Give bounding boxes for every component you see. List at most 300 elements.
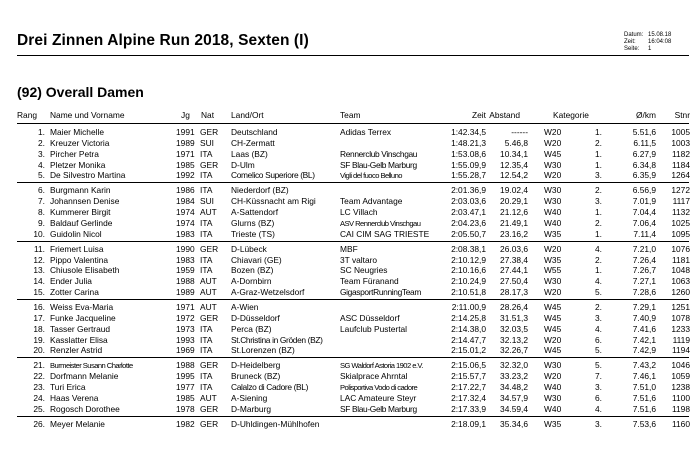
- cell-krank: 1.: [595, 207, 602, 218]
- cell-team: Team Advantage: [340, 196, 403, 207]
- cell-jg: 1988: [176, 360, 195, 371]
- cell-stnr: 1260: [671, 287, 690, 298]
- cell-stnr: 1184: [671, 159, 690, 170]
- table-row: [0, 138, 696, 149]
- section-title: (92) Overall Damen: [17, 84, 144, 100]
- cell-km: 7.42,9: [632, 345, 656, 356]
- cell-zeit: 2:03.03,6: [451, 196, 486, 207]
- cell-name: Burgmann Karin: [50, 185, 111, 196]
- cell-rank: 16.: [33, 302, 45, 313]
- cell-rank: 21.: [33, 360, 45, 371]
- cell-jg: 1973: [176, 323, 195, 334]
- cell-rank: 17.: [33, 312, 45, 323]
- cell-zeit: 2:08.38,1: [451, 243, 486, 254]
- cell-land: St.Christina in Gröden (BZ): [231, 334, 323, 345]
- cell-rank: 20.: [33, 345, 45, 356]
- cell-abstand: 31.51,3: [500, 312, 528, 323]
- cell-stnr: 1063: [671, 276, 690, 287]
- cell-abstand: 23.16,2: [500, 228, 528, 239]
- cell-nat: AUT: [200, 207, 217, 218]
- cell-rank: 7.: [38, 196, 45, 207]
- cell-km: 7.41,6: [632, 323, 656, 334]
- cell-krank: 2.: [595, 185, 602, 196]
- cell-name: Kasslatter Elisa: [50, 334, 108, 345]
- cell-land: Deutschland: [231, 127, 278, 137]
- meta-time-value: 16:04:08: [648, 38, 672, 45]
- meta-time-label: Zeit:: [624, 38, 636, 45]
- table-row: [0, 287, 696, 298]
- cell-name: Weiss Eva-Maria: [50, 302, 114, 313]
- print-metadata: [624, 32, 690, 52]
- cell-stnr: 1238: [671, 382, 690, 393]
- col-rang: Rang: [17, 110, 38, 120]
- cell-krank: 1.: [595, 159, 602, 170]
- cell-krank: 4.: [595, 323, 602, 334]
- cell-abstand: 34.48,2: [500, 382, 528, 393]
- cell-stnr: 1198: [671, 403, 690, 414]
- document-title: Drei Zinnen Alpine Run 2018, Sexten (I): [17, 32, 309, 49]
- cell-km: 7.04,4: [632, 207, 656, 218]
- cell-jg: 1983: [176, 228, 195, 239]
- cell-name: Burmeister Susann Charlotte: [50, 361, 133, 371]
- cell-krank: 1.: [595, 148, 602, 159]
- cell-stnr: 1181: [671, 254, 690, 265]
- col-abstand: Abstand: [489, 110, 520, 120]
- cell-land: A-Dornbirn: [231, 276, 272, 287]
- cell-team: Vigli del fuoco Belluno: [340, 171, 402, 181]
- cell-krank: 3.: [595, 196, 602, 207]
- table-row: [0, 207, 696, 218]
- cell-rank: 23.: [33, 382, 45, 393]
- col-land: Land/Ort: [231, 110, 264, 120]
- column-header-row: [0, 110, 696, 121]
- cell-land: A-Sattendorf: [231, 207, 279, 218]
- cell-team: SF Blau-Gelb Marburg: [340, 403, 417, 414]
- cell-kat: W40: [544, 217, 562, 228]
- cell-nat: GER: [200, 243, 219, 254]
- cell-km: 7.53,6: [632, 418, 656, 429]
- cell-land: Chiavari (GE): [231, 254, 282, 265]
- cell-land: Perca (BZ): [231, 323, 272, 334]
- cell-abstand: 12.54,2: [500, 170, 528, 181]
- cell-nat: SUI: [200, 137, 214, 148]
- table-row: [0, 302, 696, 313]
- cell-stnr: 1076: [671, 243, 690, 254]
- cell-km: 7.42,1: [632, 334, 656, 345]
- cell-land: D-Lübeck: [231, 243, 267, 254]
- cell-kat: W45: [544, 148, 562, 159]
- cell-jg: 1991: [176, 127, 195, 137]
- cell-kat: W30: [544, 185, 562, 196]
- cell-stnr: 1048: [671, 265, 690, 276]
- cell-kat: W35: [544, 418, 562, 429]
- table-row: [0, 360, 696, 371]
- cell-nat: AUT: [200, 302, 217, 313]
- cell-name: Haas Verena: [50, 392, 99, 403]
- col-name: Name und Vorname: [50, 110, 125, 120]
- cell-name: Pircher Petra: [50, 148, 99, 159]
- cell-jg: 1984: [176, 196, 195, 207]
- cell-kat: W30: [544, 159, 562, 170]
- table-row: [0, 276, 696, 287]
- cell-land: Comelico Superiore (BL): [231, 170, 315, 181]
- col-nat: Nat: [201, 110, 215, 120]
- cell-zeit: 2:03.47,1: [451, 207, 486, 218]
- cell-stnr: 1003: [671, 137, 690, 148]
- table-row: [0, 218, 696, 229]
- cell-krank: 6.: [595, 392, 602, 403]
- cell-team: SC Neugries: [340, 265, 388, 276]
- cell-land: Trieste (TS): [231, 228, 275, 239]
- cell-rank: 26.: [33, 418, 45, 429]
- cell-kat: W20: [544, 371, 562, 382]
- cell-abstand: 32.03,5: [500, 323, 528, 334]
- cell-stnr: 1264: [671, 170, 690, 181]
- table-row: [0, 404, 696, 415]
- cell-land: St.Lorenzen (BZ): [231, 345, 295, 356]
- cell-zeit: 2:17.22,7: [451, 382, 486, 393]
- cell-land: A-Graz-Wetzelsdorf: [231, 287, 305, 298]
- cell-kat: W35: [544, 254, 562, 265]
- cell-team: LAC Amateure Steyr: [340, 392, 417, 403]
- header-rule: [17, 55, 689, 56]
- cell-kat: W20: [544, 334, 562, 345]
- cell-abstand: 21.12,6: [500, 207, 528, 218]
- cell-km: 7.51,0: [632, 382, 656, 393]
- cell-kat: W20: [544, 243, 562, 254]
- cell-krank: 3.: [595, 170, 602, 181]
- cell-team: MBF: [340, 243, 358, 254]
- table-row: [0, 419, 696, 430]
- cell-rank: 15.: [33, 287, 45, 298]
- cell-team: GigasportRunningTeam: [340, 287, 421, 298]
- cell-team: LC Villach: [340, 207, 378, 218]
- cell-nat: ITA: [200, 185, 213, 196]
- cell-jg: 1993: [176, 334, 195, 345]
- table-row: [0, 170, 696, 181]
- cell-jg: 1995: [176, 371, 195, 382]
- cell-zeit: 2:18.09,1: [451, 418, 486, 429]
- table-row: [0, 244, 696, 255]
- cell-abstand: 27.38,4: [500, 254, 528, 265]
- cell-stnr: 1005: [671, 127, 690, 137]
- cell-zeit: 2:17.33,9: [451, 403, 486, 414]
- cell-land: Bozen (BZ): [231, 265, 274, 276]
- cell-stnr: 1095: [671, 228, 690, 239]
- table-row: [0, 185, 696, 196]
- table-row: [0, 160, 696, 171]
- cell-land: Niederdorf (BZ): [231, 185, 289, 196]
- cell-team: Rennerclub Vinschgau: [340, 148, 418, 159]
- cell-team: SG Waldorf Astoria 1902 e.V.: [340, 361, 423, 371]
- cell-nat: ITA: [200, 228, 213, 239]
- cell-abstand: 20.29,1: [500, 196, 528, 207]
- cell-land: Bruneck (BZ): [231, 371, 281, 382]
- cell-land: D-Düsseldorf: [231, 312, 280, 323]
- cell-stnr: 1025: [671, 217, 690, 228]
- cell-team: ASC Düsseldorf: [340, 312, 400, 323]
- cell-krank: 4.: [595, 276, 602, 287]
- cell-team: Adidas Terrex: [340, 127, 392, 137]
- cell-rank: 24.: [33, 392, 45, 403]
- cell-rank: 12.: [33, 254, 45, 265]
- cell-zeit: 2:10.51,8: [451, 287, 486, 298]
- cell-name: Kummerer Birgit: [50, 207, 111, 218]
- cell-nat: GER: [200, 360, 219, 371]
- cell-rank: 14.: [33, 276, 45, 287]
- cell-abstand: 34.59,4: [500, 403, 528, 414]
- table-row: [0, 371, 696, 382]
- col-team: Team: [340, 110, 361, 120]
- cell-team: ASV Rennerclub Vinschgau: [340, 218, 421, 228]
- cell-krank: 4.: [595, 243, 602, 254]
- cell-jg: 1988: [176, 276, 195, 287]
- cell-krank: 3.: [595, 418, 602, 429]
- table-row: [0, 313, 696, 324]
- cell-abstand: 19.02,4: [500, 185, 528, 196]
- cell-stnr: 1272: [671, 185, 690, 196]
- cell-land: Laas (BZ): [231, 148, 268, 159]
- cell-name: Tasser Gertraud: [50, 323, 111, 334]
- cell-jg: 1989: [176, 287, 195, 298]
- cell-nat: ITA: [200, 323, 213, 334]
- cell-land: Calalzo di Cadore (BL): [231, 382, 309, 393]
- cell-abstand: 26.03,6: [500, 243, 528, 254]
- cell-zeit: 1:55.28,7: [451, 170, 486, 181]
- cell-km: 7.01,9: [632, 196, 656, 207]
- cell-krank: 2.: [595, 302, 602, 313]
- cell-team: Skialprace Ahrntal: [340, 371, 408, 382]
- cell-name: Friemert Luisa: [50, 243, 104, 254]
- cell-abstand: 35.34,6: [500, 418, 528, 429]
- cell-krank: 1.: [595, 265, 602, 276]
- cell-stnr: 1182: [671, 148, 690, 159]
- cell-kat: W35: [544, 228, 562, 239]
- meta-page-value: 1: [648, 45, 652, 52]
- cell-nat: ITA: [200, 217, 213, 228]
- cell-zeit: 2:14.38,0: [451, 323, 486, 334]
- cell-kat: W20: [544, 137, 562, 148]
- meta-date-value: 15.08.18: [648, 32, 672, 38]
- cell-nat: SUI: [200, 196, 214, 207]
- cell-team: CAI CIM SAG TRIESTE: [340, 228, 430, 239]
- cell-kat: W40: [544, 403, 562, 414]
- col-stnr: Stnr: [674, 110, 690, 120]
- cell-rank: 5.: [38, 170, 45, 181]
- cell-name: Ender Julia: [50, 276, 92, 287]
- cell-zeit: 2:17.32,4: [451, 392, 486, 403]
- cell-zeit: 1:42.34,5: [451, 127, 486, 137]
- cell-krank: 5.: [595, 345, 602, 356]
- cell-kat: W40: [544, 207, 562, 218]
- meta-page-label: Seite:: [624, 45, 640, 52]
- cell-name: Maier Michelle: [50, 127, 104, 137]
- cell-jg: 1985: [176, 159, 195, 170]
- cell-jg: 1971: [176, 302, 195, 313]
- cell-km: 6.35,9: [632, 170, 656, 181]
- cell-nat: ITA: [200, 371, 213, 382]
- cell-land: CH-Zermatt: [231, 137, 275, 148]
- cell-rank: 22.: [33, 371, 45, 382]
- cell-nat: ITA: [200, 148, 213, 159]
- cell-jg: 1978: [176, 403, 195, 414]
- cell-land: D-Ulm: [231, 159, 255, 170]
- table-row: [0, 324, 696, 335]
- cell-km: 7.21,0: [632, 243, 656, 254]
- group-separator: [17, 182, 689, 183]
- cell-zeit: 2:15.57,7: [451, 371, 486, 382]
- cell-stnr: 1059: [671, 371, 690, 382]
- cell-jg: 1969: [176, 345, 195, 356]
- cell-team: Team Füranand: [340, 276, 399, 287]
- cell-kat: W20: [544, 170, 562, 181]
- col-zeit: Zeit: [472, 110, 486, 120]
- table-row: [0, 149, 696, 160]
- cell-krank: 5.: [595, 287, 602, 298]
- cell-krank: 2.: [595, 137, 602, 148]
- cell-name: Dorfmann Melanie: [50, 371, 119, 382]
- cell-jg: 1974: [176, 207, 195, 218]
- cell-jg: 1983: [176, 254, 195, 265]
- cell-stnr: 1132: [671, 207, 690, 218]
- cell-km: 7.43,2: [632, 360, 656, 371]
- group-separator: [17, 357, 689, 358]
- col-km: Ø/km: [635, 110, 656, 120]
- cell-zeit: 2:01.36,9: [451, 185, 486, 196]
- cell-abstand: 34.57,9: [500, 392, 528, 403]
- cell-abstand: 5.46,8: [504, 137, 528, 148]
- cell-jg: 1971: [176, 148, 195, 159]
- cell-rank: 2.: [38, 137, 45, 148]
- cell-kat: W45: [544, 345, 562, 356]
- cell-nat: ITA: [200, 334, 213, 345]
- cell-km: 7.46,1: [632, 371, 656, 382]
- cell-stnr: 1078: [671, 312, 690, 323]
- cell-rank: 18.: [33, 323, 45, 334]
- cell-jg: 1959: [176, 265, 195, 276]
- cell-nat: ITA: [200, 254, 213, 265]
- cell-name: Kreuzer Victoria: [50, 137, 110, 148]
- cell-jg: 1986: [176, 185, 195, 196]
- col-jg: Jg: [181, 110, 190, 120]
- cell-rank: 19.: [33, 334, 45, 345]
- cell-jg: 1982: [176, 418, 195, 429]
- cell-jg: 1990: [176, 243, 195, 254]
- cell-stnr: 1233: [671, 323, 690, 334]
- cell-kat: W30: [544, 276, 562, 287]
- cell-kat: W30: [544, 360, 562, 371]
- cell-km: 7.06,4: [632, 217, 656, 228]
- cell-nat: GER: [200, 312, 219, 323]
- cell-abstand: 28.17,3: [500, 287, 528, 298]
- cell-kat: W30: [544, 392, 562, 403]
- cell-km: 6.34,8: [632, 159, 656, 170]
- cell-rank: 13.: [33, 265, 45, 276]
- cell-nat: ITA: [200, 265, 213, 276]
- cell-land: CH-Küssnacht am Rigi: [231, 196, 316, 207]
- table-row: [0, 382, 696, 393]
- cell-zeit: 2:10.12,9: [451, 254, 486, 265]
- cell-km: 7.26,7: [632, 265, 656, 276]
- cell-abstand: 32.26,7: [500, 345, 528, 356]
- cell-abstand: 10.34,1: [500, 148, 528, 159]
- cell-km: 7.27,1: [632, 276, 656, 287]
- cell-nat: AUT: [200, 287, 217, 298]
- cell-land: A-Siening: [231, 392, 268, 403]
- cell-krank: 2.: [595, 254, 602, 265]
- cell-nat: AUT: [200, 276, 217, 287]
- cell-abstand: 28.26,4: [500, 302, 528, 313]
- cell-kat: W20: [544, 287, 562, 298]
- cell-rank: 11.: [33, 243, 45, 254]
- cell-stnr: 1194: [671, 345, 690, 356]
- group-separator: [17, 299, 689, 300]
- cell-rank: 9.: [38, 217, 45, 228]
- cell-nat: GER: [200, 418, 219, 429]
- cell-stnr: 1160: [671, 418, 690, 429]
- table-row: [0, 127, 696, 138]
- cell-team: Laufclub Pustertal: [340, 323, 408, 334]
- table-row: [0, 393, 696, 404]
- cell-land: Glurns (BZ): [231, 217, 275, 228]
- cell-rank: 6.: [38, 185, 45, 196]
- cell-abstand: 32.32,0: [500, 360, 528, 371]
- cell-name: Johannsen Denise: [50, 196, 120, 207]
- table-row: [0, 229, 696, 240]
- cell-abstand: 21.49,1: [500, 217, 528, 228]
- cell-name: Pletzer Monika: [50, 159, 106, 170]
- group-separator: [17, 416, 689, 417]
- meta-time-row: [624, 39, 690, 46]
- cell-name: Funke Jacqueline: [50, 312, 116, 323]
- cell-km: 5.51,6: [632, 127, 656, 137]
- cell-zeit: 2:11.00,9: [451, 302, 486, 313]
- cell-nat: ITA: [200, 170, 213, 181]
- cell-stnr: 1251: [671, 302, 690, 313]
- cell-zeit: 1:55.09,9: [451, 159, 486, 170]
- cell-zeit: 2:10.16,6: [451, 265, 486, 276]
- cell-abstand: 12.35,4: [500, 159, 528, 170]
- cell-zeit: 1:53.08,6: [451, 148, 486, 159]
- cell-zeit: 2:05.50,7: [451, 228, 486, 239]
- cell-krank: 3.: [595, 312, 602, 323]
- cell-zeit: 2:10.24,9: [451, 276, 486, 287]
- cell-krank: 1.: [595, 228, 602, 239]
- cell-name: Rogosch Dorothee: [50, 403, 120, 414]
- cell-name: Chiusole Elisabeth: [50, 265, 120, 276]
- cell-abstand: 27.50,4: [500, 276, 528, 287]
- cell-kat: W20: [544, 127, 562, 137]
- cell-nat: ITA: [200, 382, 213, 393]
- cell-name: Baldauf Gerlinde: [50, 217, 113, 228]
- cell-krank: 2.: [595, 217, 602, 228]
- cell-km: 7.40,9: [632, 312, 656, 323]
- cell-km: 7.29,1: [632, 302, 656, 313]
- cell-krank: 7.: [595, 371, 602, 382]
- cell-team: SF Blau-Gelb Marburg: [340, 159, 417, 170]
- cell-jg: 1989: [176, 137, 195, 148]
- table-row: [0, 196, 696, 207]
- cell-km: 6.11,5: [633, 137, 656, 148]
- cell-nat: GER: [200, 127, 219, 137]
- cell-jg: 1977: [176, 382, 195, 393]
- cell-krank: 1.: [595, 127, 602, 137]
- cell-kat: W30: [544, 196, 562, 207]
- cell-rank: 3.: [38, 148, 45, 159]
- cell-land: D-Marburg: [231, 403, 272, 414]
- cell-land: A-Wien: [231, 302, 259, 313]
- cell-krank: 6.: [595, 334, 602, 345]
